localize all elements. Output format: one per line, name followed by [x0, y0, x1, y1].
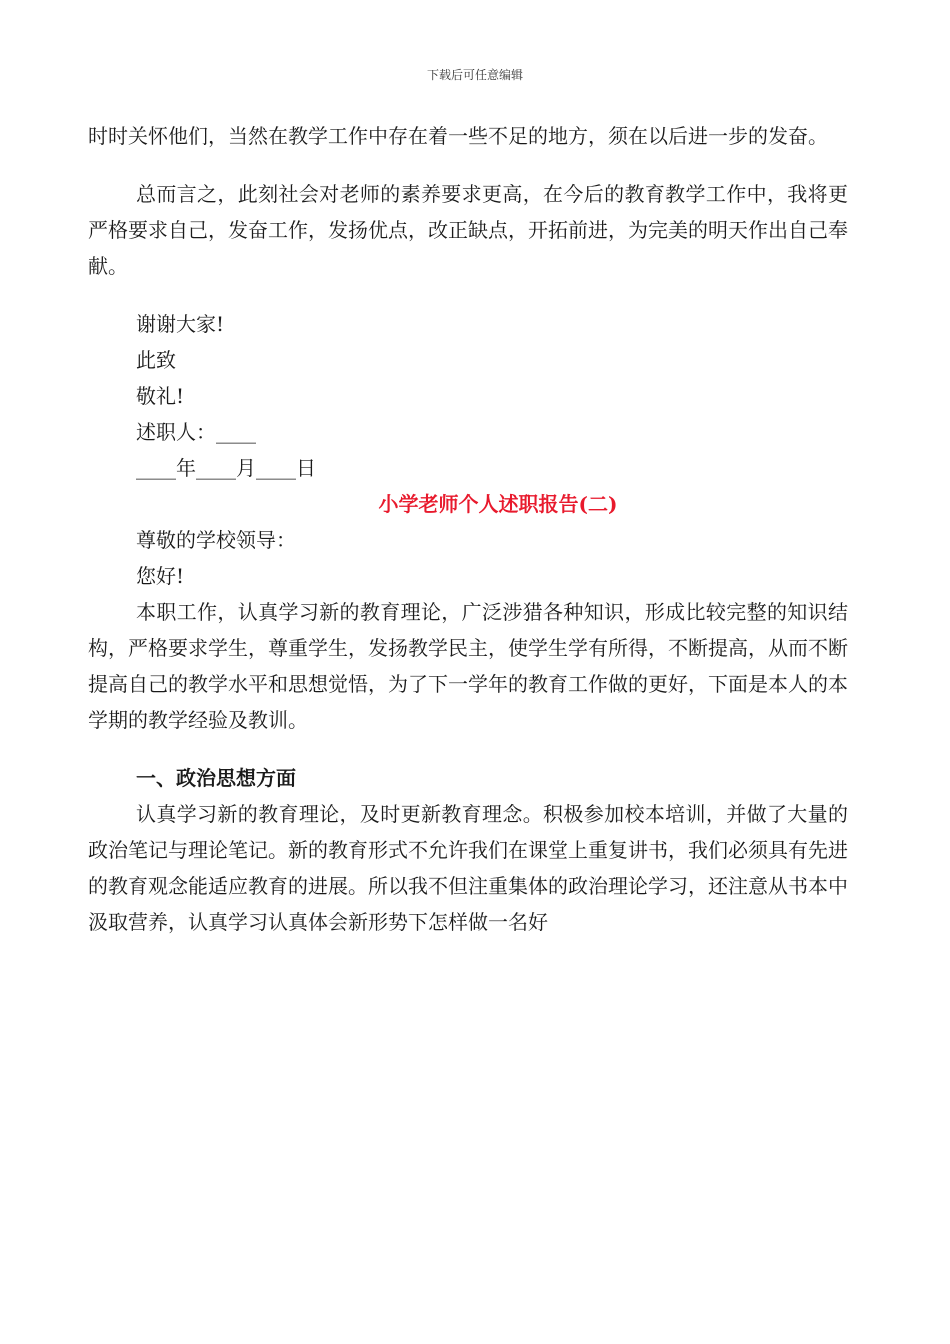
paragraph-4: 认真学习新的教育理论，及时更新教育理念。积极参加校本培训，并做了大量的政治笔记与理论笔记。新的教育形式不允许我们在课堂上重复讲书，我们必须具有先进的教育观念能适应教育的进展。所以我不但注重集体的政治理论学习，还注意从书本中汲取营养，认真学习认真体会新形势下怎样做一名好: [88, 802, 848, 934]
paragraph-1: 时时关怀他们，当然在教学工作中存在着一些不足的地方，须在以后进一步的发奋。: [88, 124, 828, 148]
signer-line: 述职人：____: [136, 420, 256, 444]
greeting-line: 尊敬的学校领导：: [136, 528, 296, 552]
paragraph-2: 总而言之，此刻社会对老师的素养要求更高，在今后的教育教学工作中，我将更严格要求自己，发奋工作，发扬优点，改正缺点，开拓前进，为完美的明天作出自己奉献。: [88, 182, 848, 278]
salutation-line-1: 此致: [136, 348, 176, 372]
document-body: [88, 118, 848, 940]
hello-line: 您好!: [136, 564, 185, 588]
page-header: 下载后可任意编辑: [426, 68, 523, 82]
section-title: 小学老师个人述职报告(二): [378, 492, 618, 516]
section-heading-1: 一、政治思想方面: [136, 766, 296, 790]
salutation-line-2: 敬礼!: [136, 384, 185, 408]
thanks-line: 谢谢大家!: [136, 312, 225, 336]
paragraph-3: 本职工作，认真学习新的教育理论，广泛涉猎各种知识，形成比较完整的知识结构，严格要求学生，尊重学生，发扬教学民主，使学生学有所得，不断提高，从而不断提高自己的教学水平和思想觉悟，为了下一学年的教育工作做的更好，下面是本人的本学期的教学经验及教训。: [88, 600, 848, 732]
date-line: ____年____月____日: [136, 456, 316, 480]
